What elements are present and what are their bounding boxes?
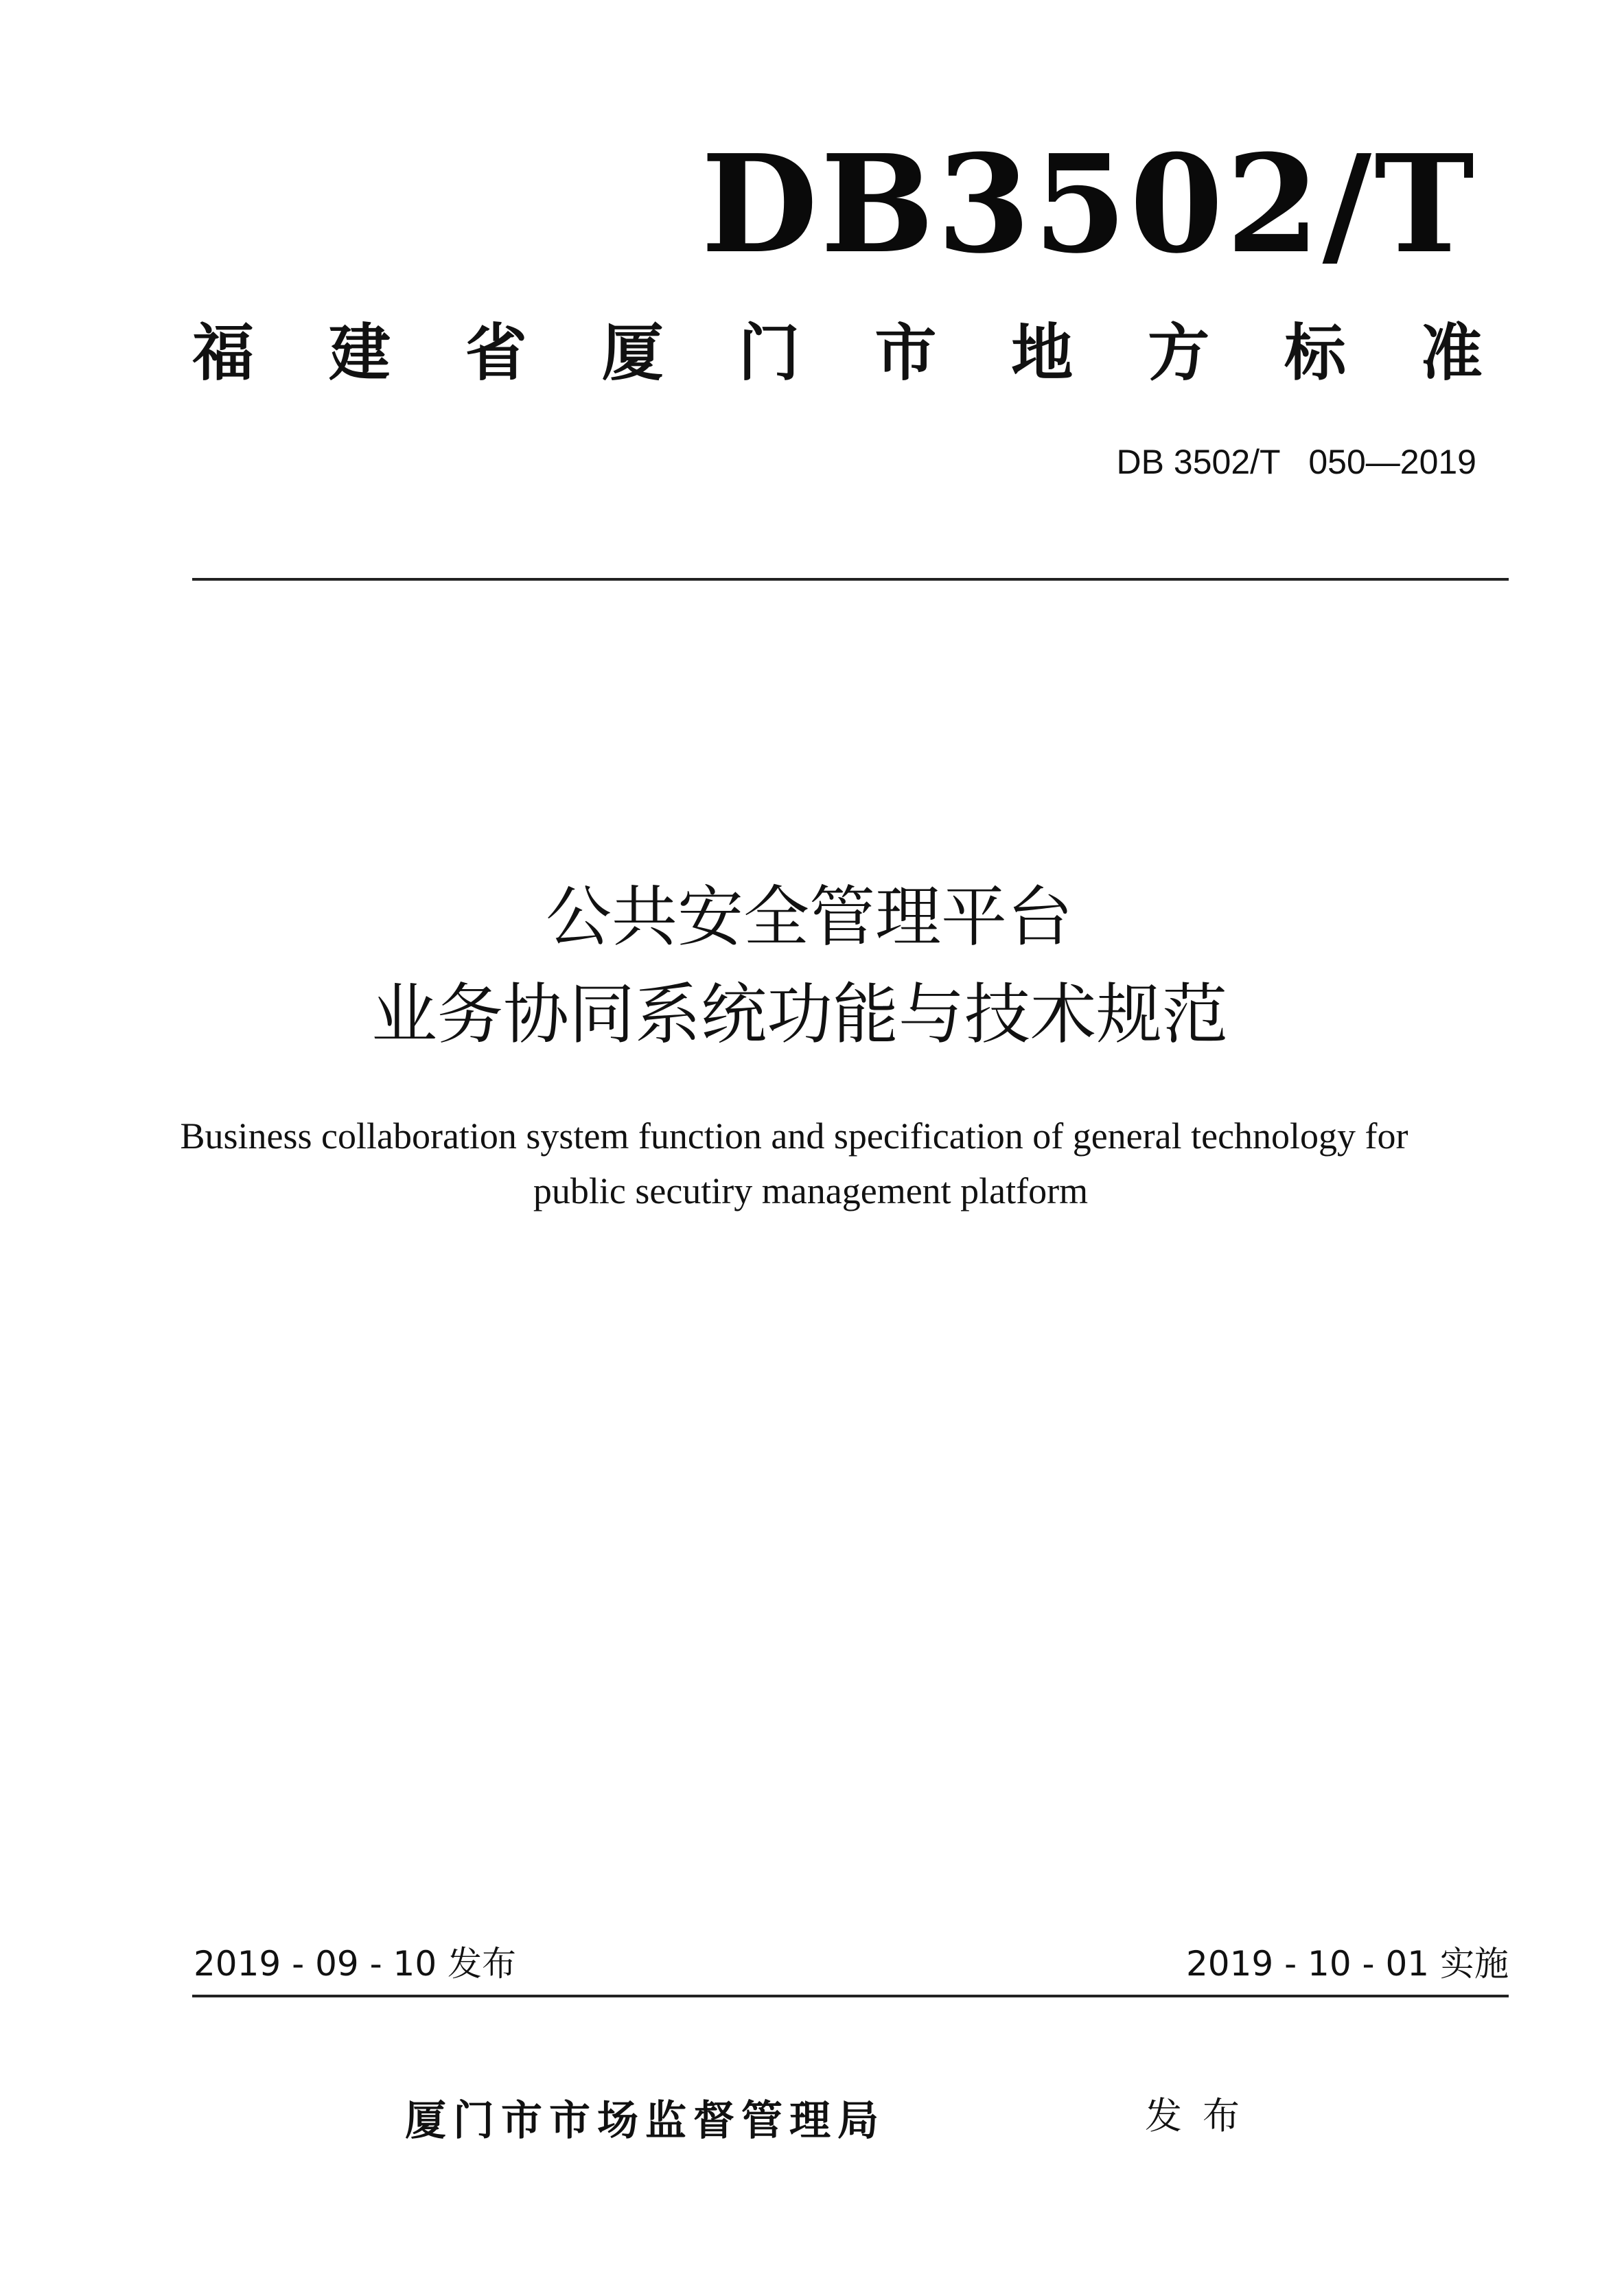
publish-label: 发布 <box>1145 2094 1260 2137</box>
title-english-line-1: Business collaboration system function and specification of general technology for <box>180 1115 1408 1157</box>
standard-number: DB 3502/T 050—2019 <box>1116 443 1476 481</box>
top-divider <box>192 578 1509 581</box>
standard-type-char: 建 <box>328 317 391 389</box>
issue-date: 2019 - 09 - 10 发布 <box>194 1944 517 1984</box>
title-english-line-2: public secutiry management platform <box>533 1170 1089 1211</box>
standard-type-char: 标 <box>1284 317 1346 389</box>
standard-type-char: 方 <box>1148 317 1210 389</box>
standard-type-char: 福 <box>192 317 254 389</box>
standard-type-char: 厦 <box>601 317 664 389</box>
standard-type-char: 门 <box>738 317 800 389</box>
title-chinese-line-2: 业务协同系统功能与技术规范 <box>371 976 1228 1053</box>
standard-type-line <box>192 317 1483 389</box>
standard-type-char: 市 <box>874 317 937 389</box>
publisher-name: 厦门市市场监督管理局 <box>405 2097 885 2145</box>
title-chinese-line-1: 公共安全管理平台 <box>546 879 1073 955</box>
effective-date: 2019 - 10 - 01 实施 <box>1185 1944 1509 1984</box>
standard-type-char: 准 <box>1420 317 1483 389</box>
bottom-divider <box>192 1995 1509 1997</box>
standard-code-heading: DB3502/T <box>701 126 1477 283</box>
standard-type-char: 省 <box>465 317 527 389</box>
standard-type-char: 地 <box>1011 317 1074 389</box>
